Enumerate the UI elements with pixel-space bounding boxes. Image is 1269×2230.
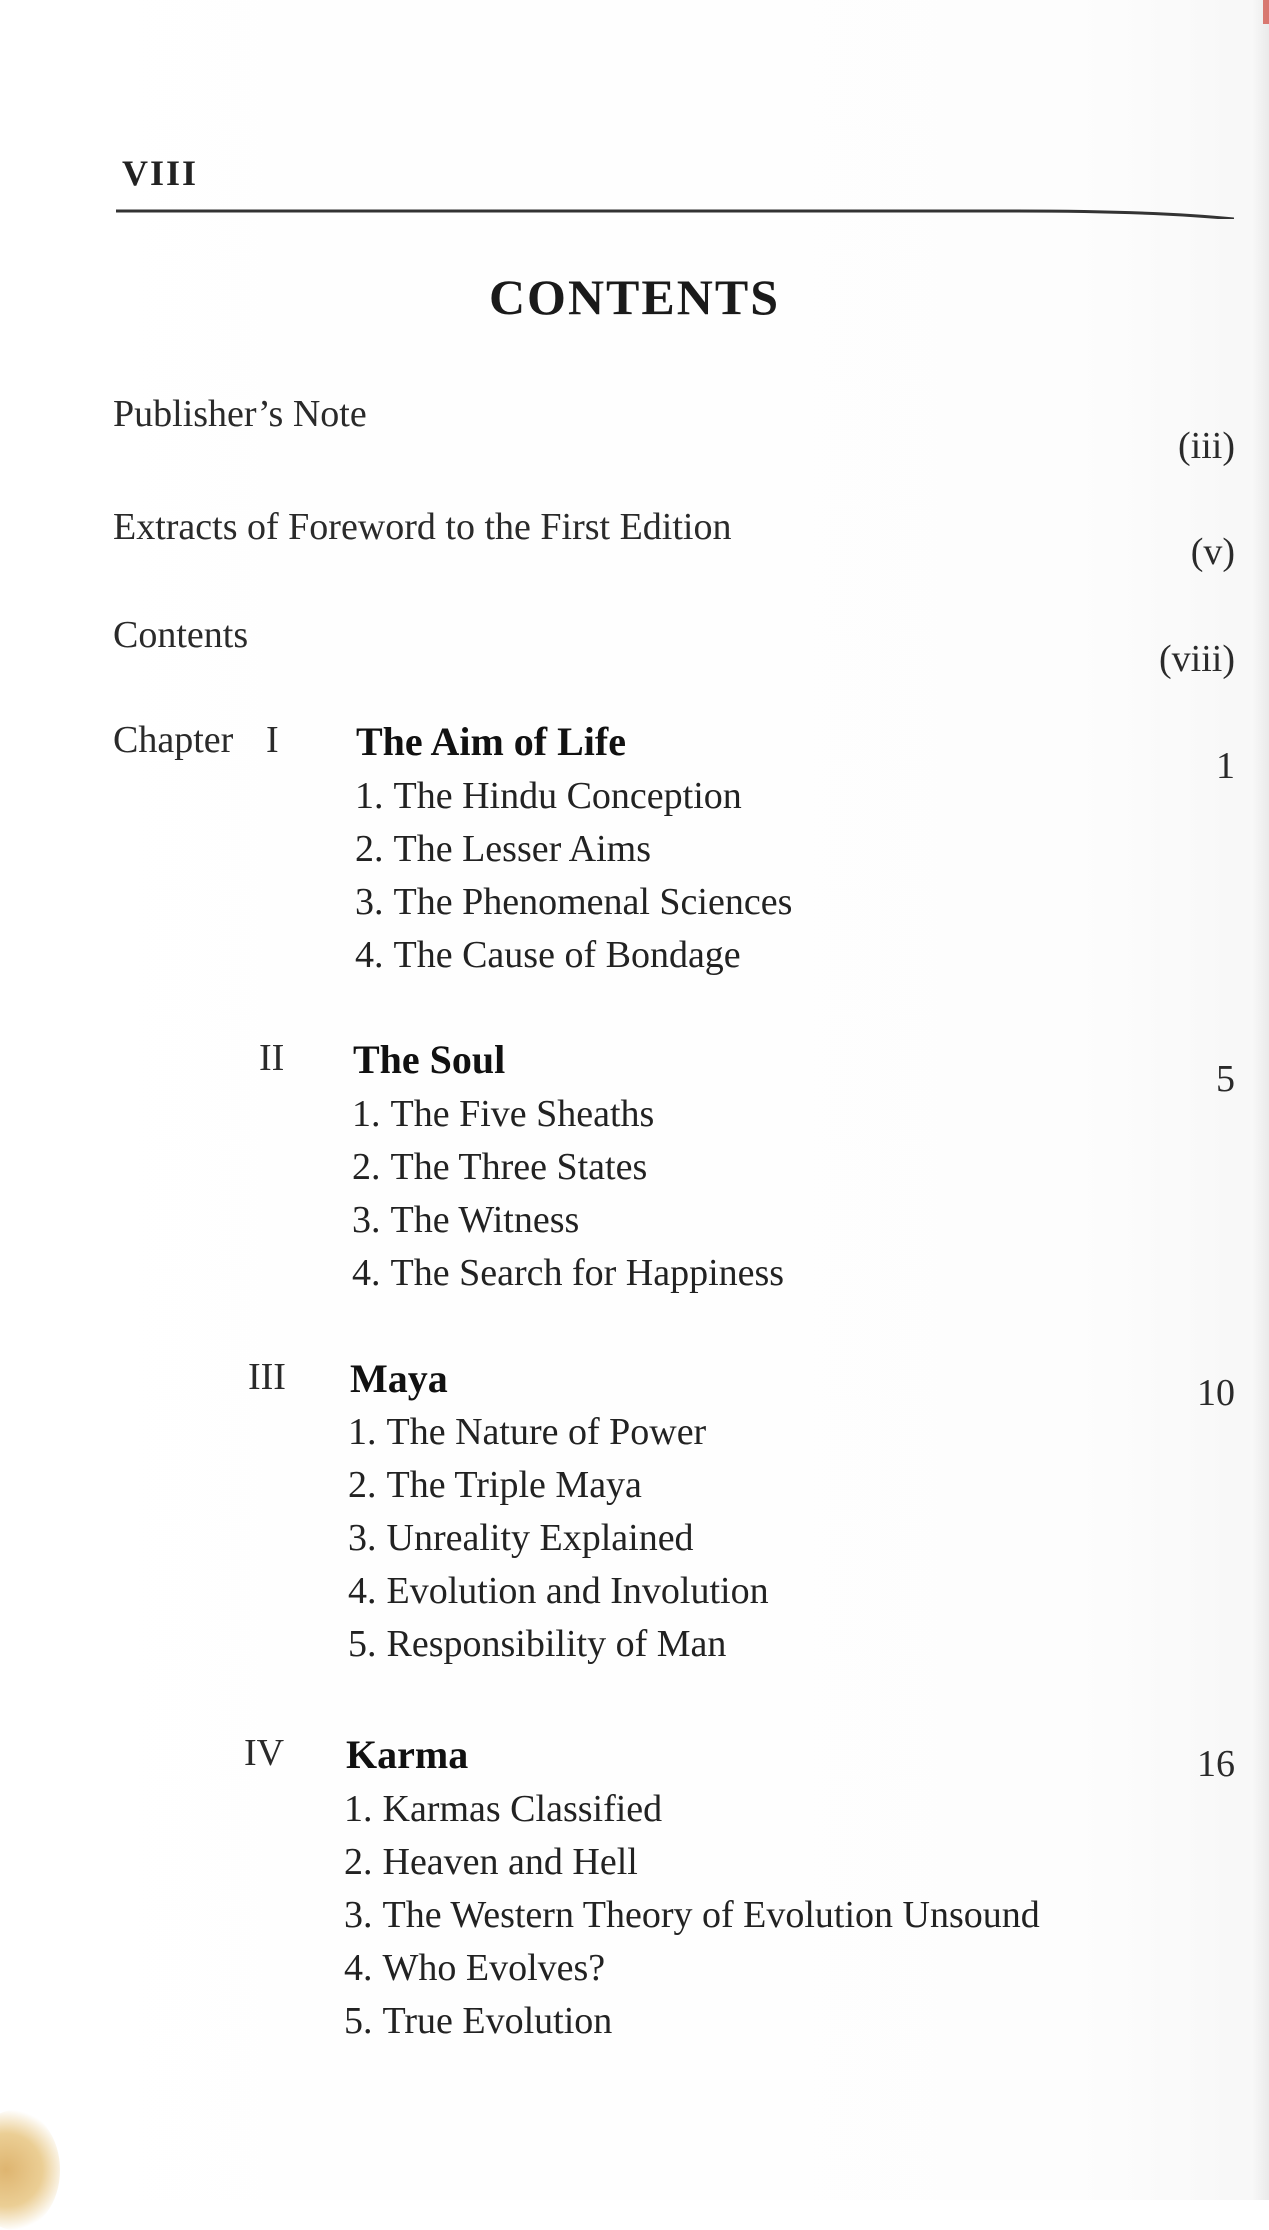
front-matter-label: Contents	[113, 614, 249, 656]
section-number: 2.	[352, 1146, 381, 1188]
front-matter-page: (v)	[1190, 531, 1235, 573]
section-item	[348, 1622, 726, 1666]
section-title: The Cause of Bondage	[393, 934, 741, 976]
chapter-page: 10	[1197, 1372, 1235, 1414]
page-number: VIII	[122, 153, 199, 193]
front-matter-page: (iii)	[1178, 425, 1235, 467]
chapter-title: Karma	[346, 1732, 469, 1777]
section-number: 3.	[355, 881, 384, 923]
section-item	[344, 1999, 612, 2043]
section-number: 1.	[344, 1788, 373, 1830]
chapter-numeral: II	[259, 1037, 285, 1079]
section-item	[355, 827, 651, 871]
section-number: 1.	[348, 1411, 377, 1453]
section-title: The Three States	[390, 1146, 648, 1188]
section-title: The Western Theory of Evolution Unsound	[382, 1894, 1040, 1936]
section-item	[352, 1092, 654, 1136]
chapter-title: The Aim of Life	[356, 719, 626, 764]
section-title: The Witness	[390, 1199, 580, 1241]
section-item	[344, 1840, 638, 1884]
section-item	[355, 880, 792, 924]
section-title: Responsibility of Man	[386, 1623, 727, 1665]
chapter-title: The Soul	[353, 1037, 506, 1082]
section-number: 2.	[348, 1464, 377, 1506]
section-title: True Evolution	[382, 2000, 613, 2042]
section-item	[352, 1251, 784, 1295]
section-number: 3.	[352, 1199, 381, 1241]
section-item	[348, 1463, 642, 1507]
section-title: The Lesser Aims	[393, 828, 652, 870]
section-item	[348, 1410, 706, 1454]
section-item	[348, 1516, 694, 1560]
section-number: 4.	[348, 1570, 377, 1612]
header-rule	[116, 201, 1234, 219]
chapter-title: Maya	[350, 1356, 448, 1401]
section-number: 3.	[348, 1517, 377, 1559]
section-title: The Hindu Conception	[393, 775, 742, 817]
section-title: The Triple Maya	[386, 1464, 642, 1506]
chapter-numeral: IV	[244, 1732, 285, 1774]
section-title: Unreality Explained	[386, 1517, 694, 1559]
section-number: 4.	[352, 1252, 381, 1294]
front-matter-label: Publisher’s Note	[113, 393, 367, 435]
section-item	[348, 1569, 769, 1613]
section-number: 2.	[355, 828, 384, 870]
corner-accent	[1263, 0, 1269, 24]
section-title: Karmas Classified	[382, 1788, 663, 1830]
section-item	[352, 1145, 647, 1189]
chapter-word: Chapter	[113, 719, 234, 761]
section-number: 3.	[344, 1894, 373, 1936]
section-title: Evolution and Involution	[386, 1570, 769, 1612]
section-number: 4.	[355, 934, 384, 976]
chapter-page: 1	[1216, 745, 1235, 787]
section-number: 1.	[352, 1093, 381, 1135]
section-title: The Nature of Power	[386, 1411, 707, 1453]
section-title: Who Evolves?	[382, 1947, 606, 1989]
page-edge-shadow	[1253, 0, 1269, 2200]
section-item	[355, 933, 741, 977]
page-title: CONTENTS	[488, 269, 781, 325]
section-number: 1.	[355, 775, 384, 817]
section-number: 5.	[348, 1623, 377, 1665]
chapter-numeral: III	[248, 1356, 286, 1398]
section-title: The Five Sheaths	[390, 1093, 655, 1135]
chapter-numeral: I	[266, 719, 279, 761]
chapter-page: 5	[1216, 1058, 1235, 1100]
section-title: The Search for Happiness	[390, 1252, 785, 1294]
section-number: 5.	[344, 2000, 373, 2042]
front-matter-label: Extracts of Foreword to the First Edition	[113, 506, 732, 548]
section-title: The Phenomenal Sciences	[393, 881, 793, 923]
front-matter-page: (viii)	[1159, 638, 1235, 680]
section-number: 4.	[344, 1947, 373, 1989]
chapter-page: 16	[1197, 1743, 1235, 1785]
section-item	[352, 1198, 579, 1242]
section-title: Heaven and Hell	[382, 1841, 638, 1883]
section-number: 2.	[344, 1841, 373, 1883]
thumb-shadow	[0, 2110, 60, 2230]
section-item	[355, 774, 742, 818]
section-item	[344, 1893, 1040, 1937]
section-item	[344, 1787, 662, 1831]
section-item	[344, 1946, 605, 1990]
